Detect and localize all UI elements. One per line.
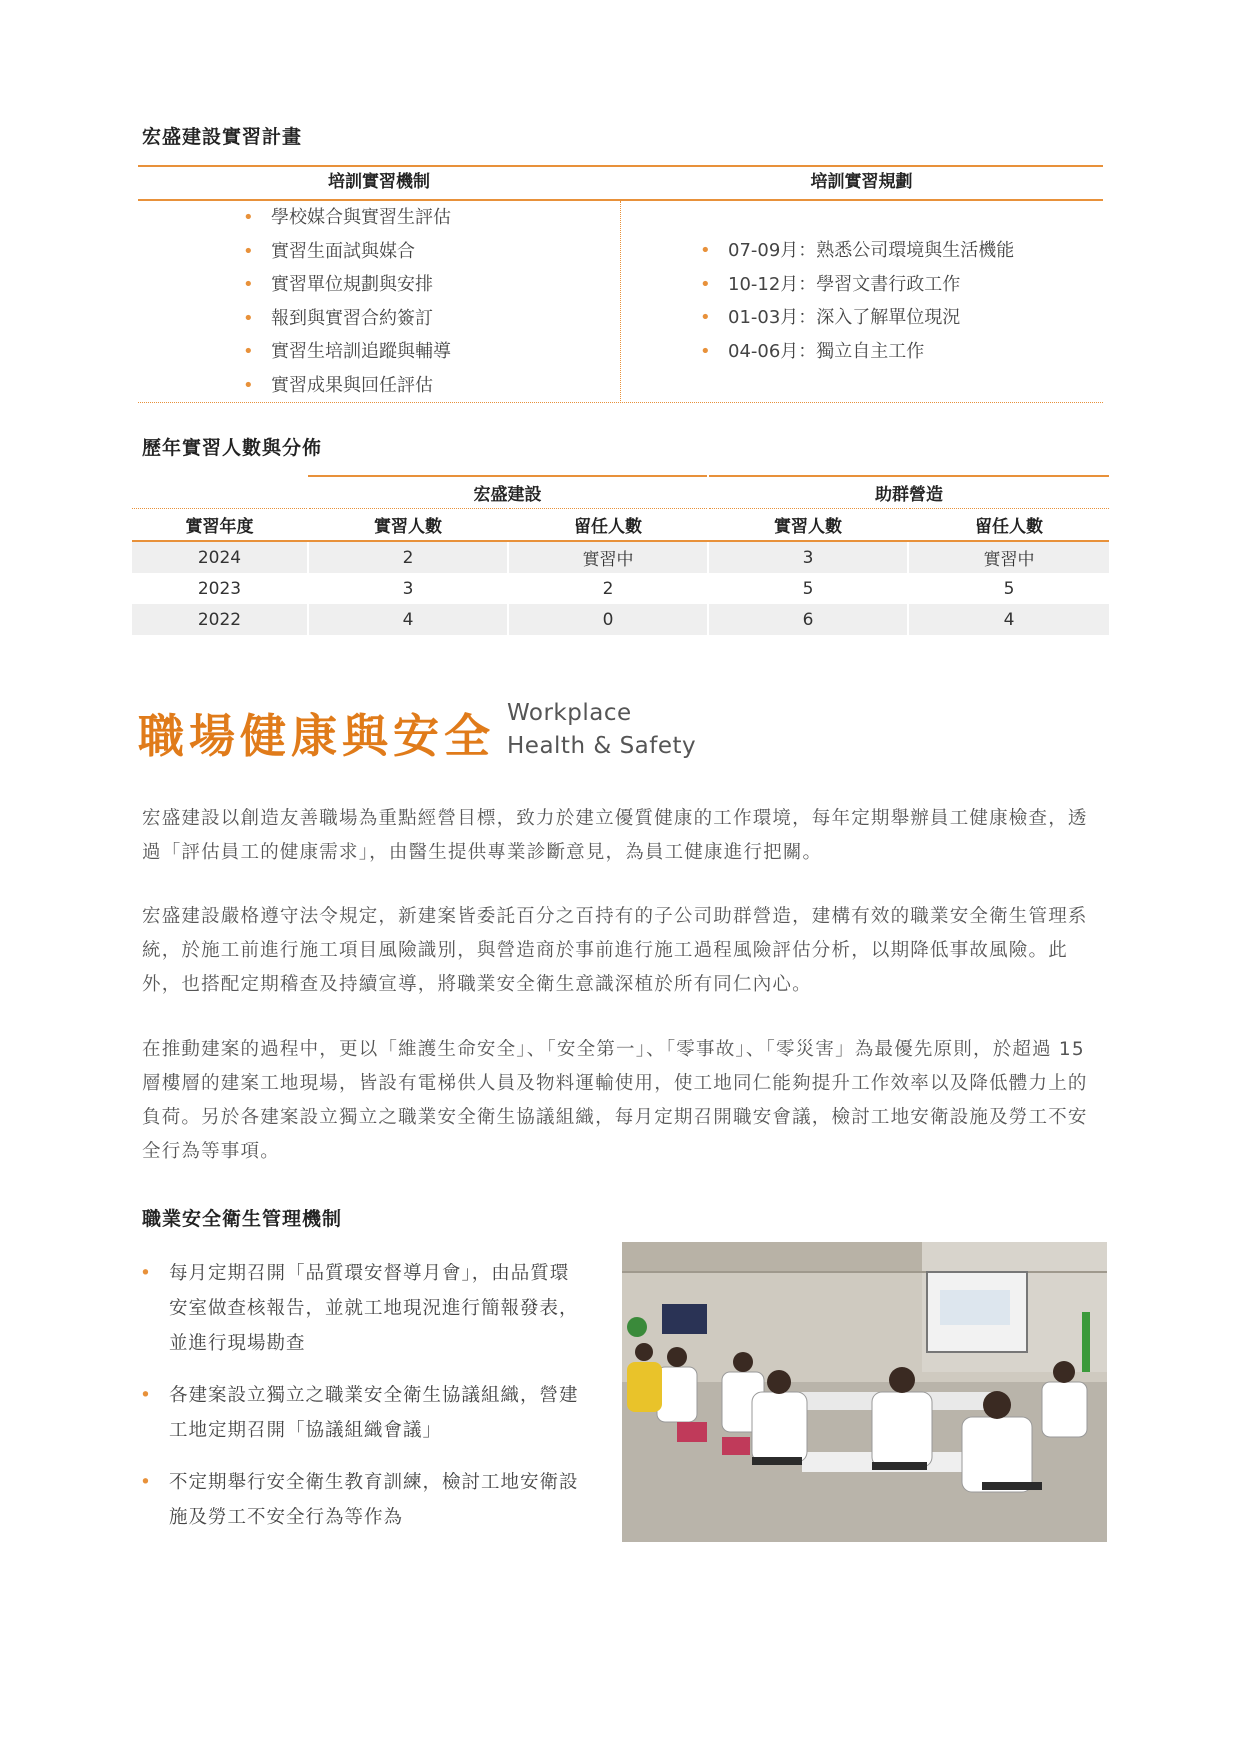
list-item: • 學校媒合與實習生評估 xyxy=(243,201,451,235)
list-item: • 04-06月：獨立自主工作 xyxy=(700,335,1014,369)
group-header-zhuqun: 助群營造 xyxy=(708,476,1109,509)
list-item: • 每月定期召開「品質環安督導月會」，由品質環安室做查核報告，並就工地現況進行簡報發表，並進行現場勘查 xyxy=(140,1256,580,1361)
safety-title: 職場健康與安全 xyxy=(138,709,495,763)
paragraph-health: 宏盛建設以創造友善職場為重點經營目標，致力於建立優質健康的工作環境，每年定期舉辦員工健康檢查，透過「評估員工的健康需求」，由醫生提供專業診斷意見，為員工健康進行把關。 xyxy=(142,808,1088,863)
list-item: • 不定期舉行安全衛生教育訓練，檢討工地安衛設施及勞工不安全行為等作為 xyxy=(140,1465,580,1535)
mechanism-list xyxy=(243,201,451,402)
list-item: • 各建案設立獨立之職業安全衛生協議組織，營建工地定期召開「協議組織會議」 xyxy=(140,1378,580,1448)
training-mechanism-header: 培訓實習機制 xyxy=(328,172,430,192)
subtitle-line-1: Workplace xyxy=(507,700,632,726)
col-header-year: 實習年度 xyxy=(132,509,308,542)
col-header-intern-count: 實習人數 xyxy=(308,509,508,542)
training-plan-header: 培訓實習規劃 xyxy=(810,172,913,192)
paragraph-compliance: 宏盛建設嚴格遵守法令規定，新建案皆委託百分之百持有的子公司助群營造，建構有效的職業安全衛生管理系統，於施工前進行施工項目風險識別，與營造商於事前進行施工過程風險評估分析，以期降低事故風險。此外，也搭配定期稽查及持續宣導，將職業安全衛生意識深植於所有同仁內心。 xyxy=(142,906,1088,995)
intern-table xyxy=(132,475,1109,635)
list-item: • 實習成果與回任評估 xyxy=(243,369,451,403)
col-header-intern-count: 實習人數 xyxy=(708,509,908,542)
list-item: • 實習生培訓追蹤與輔導 xyxy=(243,335,451,369)
list-item: • 報到與實習合約簽訂 xyxy=(243,302,451,336)
mgmt-list xyxy=(140,1256,580,1552)
table-row: 2023 3 2 5 5 xyxy=(132,573,1109,604)
list-item: • 實習生面試與媒合 xyxy=(243,235,451,269)
list-item: • 01-03月：深入了解單位現況 xyxy=(700,301,1014,335)
list-item: • 10-12月：學習文書行政工作 xyxy=(700,268,1014,302)
meeting-photo xyxy=(622,1242,1107,1542)
mgmt-title: 職業安全衛生管理機制 xyxy=(142,1208,343,1230)
table-row: 2024 2 實習中 3 實習中 xyxy=(132,541,1109,573)
table-row: 2022 4 0 6 4 xyxy=(132,604,1109,635)
program-title: 宏盛建設實習計畫 xyxy=(142,126,303,148)
col-header-retained-count: 留任人數 xyxy=(908,509,1109,542)
training-table xyxy=(138,165,1103,403)
interns-title: 歷年實習人數與分佈 xyxy=(142,437,323,459)
group-header-hongsheng: 宏盛建設 xyxy=(308,476,708,509)
list-item: • 07-09月：熟悉公司環境與生活機能 xyxy=(700,234,1014,268)
meeting-photo-image xyxy=(622,1242,1107,1542)
subtitle-line-2: Health & Safety xyxy=(507,733,697,759)
list-item: • 實習單位規劃與安排 xyxy=(243,268,451,302)
plan-list xyxy=(700,234,1014,368)
col-header-retained-count: 留任人數 xyxy=(508,509,708,542)
paragraph-safety-principles: 在推動建案的過程中，更以「維護生命安全」、「安全第一」、「零事故」、「零災害」為最優先原則，於超過 15 層樓層的建案工地現場，皆設有電梯供人員及物料運輸使用，使工地同仁能夠提升工作效率以及降低體力上的負荷。另於各建案設立獨立之職業安全衛生協議組織，每月定期召開職安會議，檢討工地安衛設施及勞工不安全行為等事項。 xyxy=(142,1039,1088,1162)
safety-subtitle xyxy=(507,697,696,763)
